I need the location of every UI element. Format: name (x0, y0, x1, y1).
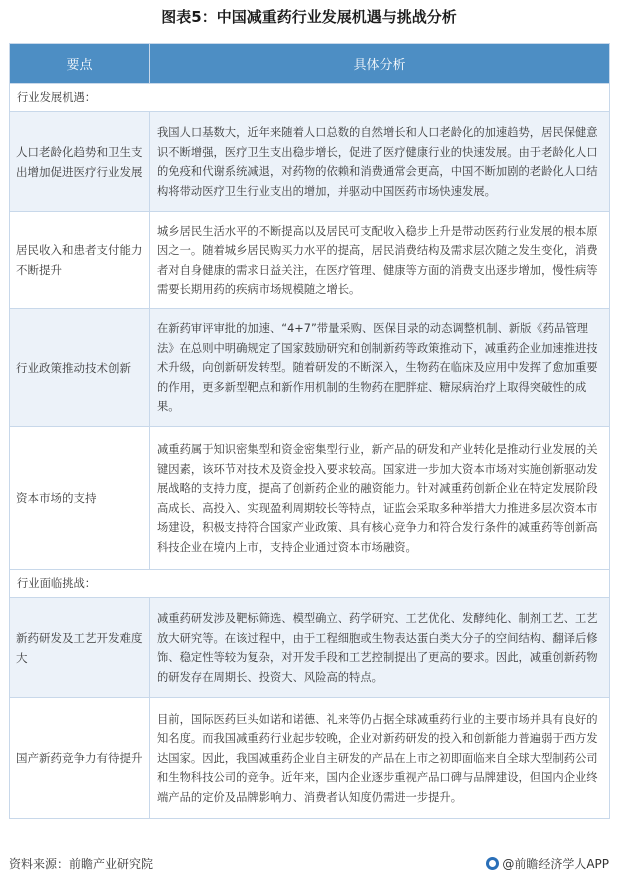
table-row (10, 598, 610, 698)
row-value: 我国人口基数大，近年来随着人口总数的自然增长和人口老龄化的加速趋势，居民保健意识不断增强，医疗卫生支出稳步增长，促进了医疗健康行业的快速发展。由于老龄化人口的免疫和代谢系统减退，对药物的依赖和消费通常会更高，中国不断加剧的老龄化人口结构将带动医疗卫生行业支出的增加，并驱动中国医药市场快速发展。 (150, 112, 610, 212)
table-row (10, 698, 610, 819)
source-note: 资料来源：前瞻产业研究院 (9, 857, 154, 871)
table-row (10, 112, 610, 212)
page-title: 图表5：中国减重药行业发展机遇与挑战分析 (161, 8, 457, 26)
header-key: 要点 (10, 44, 150, 84)
brand-logo-icon (486, 857, 499, 870)
section-heading: 行业面临挑战： (10, 570, 610, 598)
section-heading-row (10, 570, 610, 598)
table-row (10, 309, 610, 427)
section-heading: 行业发展机遇： (10, 84, 610, 112)
row-value: 减重药属于知识密集型和资金密集型行业，新产品的研发和产业转化是推动行业发展的关键因素，该环节对技术及资金投入要求较高。国家进一步加大资本市场对实施创新驱动发展战略的支持力度，提高了创新药企业的融资能力。针对减重药创新企业在特定发展阶段高成长、高投入、实现盈利周期较长等特点，证监会采取多种举措大力推进多层次资本市场建设，积极支持符合国家产业政策、具有核心竞争力和符合发行条件的减重药等创新高科技企业在境内上市，支持企业通过资本市场融资。 (150, 427, 610, 570)
table-row (10, 212, 610, 309)
row-key: 新药研发及工艺开发难度大 (10, 598, 150, 698)
table-header-row (10, 44, 610, 84)
row-key: 行业政策推动技术创新 (10, 309, 150, 427)
brand-text: @前瞻经济学人APP (502, 857, 609, 871)
brand-credit (486, 855, 609, 872)
row-value: 在新药审评审批的加速、“4+7”带量采购、医保目录的动态调整机制、新版《药品管理法》在总则中明确规定了国家鼓励研究和创制新药等政策推动下，减重药企业加速推进技术升级，向创新研发转型。随着研发的不断深入，生物药在临床及应用中发挥了愈加重要的作用，更多新型靶点和新作用机制的生物药在肥胖症、糖尿病治疗上取得突破性的成果。 (150, 309, 610, 427)
analysis-table (9, 43, 610, 819)
row-value: 减重药研发涉及靶标筛选、模型确立、药学研究、工艺优化、发酵纯化、制剂工艺、工艺放大研究等。在该过程中，由于工程细胞或生物表达蛋白类大分子的空间结构、翻译后修饰、稳定性等较为复杂，对开发手段和工艺控制提出了更高的要求。因此，减重创新药物的研发存在周期长、投资大、风险高的特点。 (150, 598, 610, 698)
row-key: 国产新药竞争力有待提升 (10, 698, 150, 819)
table-row (10, 427, 610, 570)
row-key: 居民收入和患者支付能力不断提升 (10, 212, 150, 309)
row-value: 城乡居民生活水平的不断提高以及居民可支配收入稳步上升是带动医药行业发展的根本原因之一。随着城乡居民购买力水平的提高，居民消费结构及需求层次随之发生变化，消费者对自身健康的需求日益关注，在医疗管理、健康等方面的消费支出逐步增加，慢性病等需要长期用药的疾病市场规模随之增长。 (150, 212, 610, 309)
section-heading-row (10, 84, 610, 112)
row-key: 资本市场的支持 (10, 427, 150, 570)
header-analysis: 具体分析 (150, 44, 610, 84)
row-value: 目前，国际医药巨头如诺和诺德、礼来等仍占据全球减重药行业的主要市场并具有良好的知名度。而我国减重药行业起步较晚，企业对新药研发的投入和创新能力普遍弱于西方发达国家。因此，我国减重药企业自主研发的产品在上市之初即面临来自全球大型制药公司和生物科技公司的竞争。近年来，国内企业逐步重视产品口碑与品牌建设，但国内企业终端产品的定价及品牌影响力、消费者认知度仍需进一步提升。 (150, 698, 610, 819)
row-key: 人口老龄化趋势和卫生支出增加促进医疗行业发展 (10, 112, 150, 212)
